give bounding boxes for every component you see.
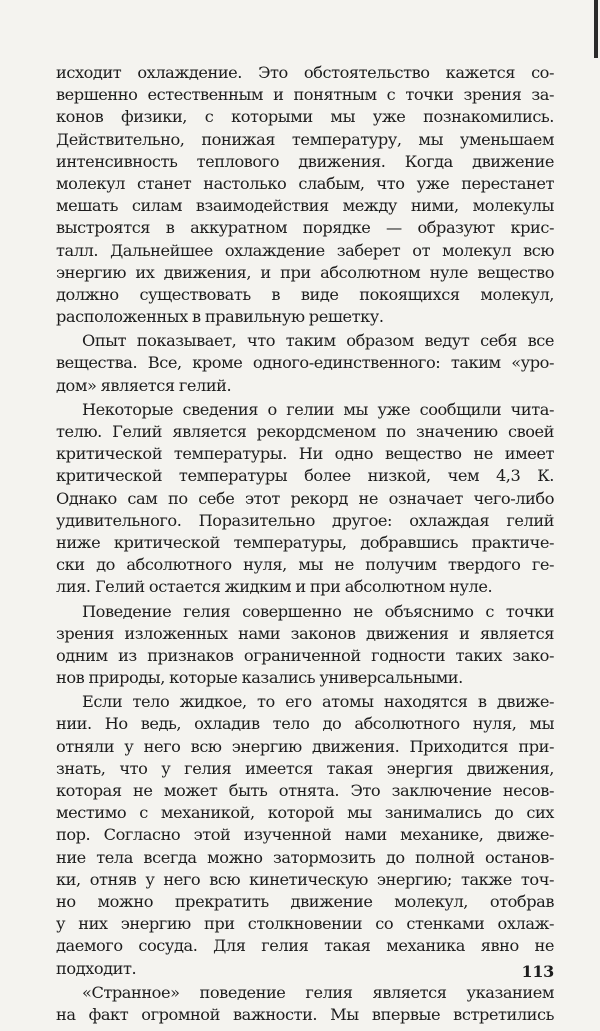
text-line: зрения изложенных нами законов движения и является [56, 623, 554, 643]
text-line: на факт огромной важности. Мы впервые встретились [56, 1004, 554, 1024]
text-line: исходит охлаждение. Это обстоятельство кажется со- [56, 63, 554, 82]
text-line: ски до абсолютного нуля, мы не получим твердого ге- [56, 555, 554, 575]
text-line: Опыт показывает, что таким образом ведут себя все [82, 331, 554, 351]
text-line: вещества. Все, кроме одного-единственного: таким «уро- [56, 353, 554, 373]
text-line: Если тело жидкое, то его атомы находятся в движе- [82, 692, 554, 712]
text-line: талл. Дальнейшее охлаждение заберет от молекул всю [56, 240, 554, 260]
text-line: конов физики, с которыми мы уже познакомились. [56, 107, 554, 127]
text-line: критической температуры более низкой, чем 4,3 К. [56, 466, 554, 486]
text-line: должно существовать в виде покоящихся молекул, [56, 284, 554, 304]
text-line: даемого сосуда. Для гелия такая механика явно не [56, 936, 554, 956]
text-line: одним из признаков ограниченной годности таких зако- [56, 645, 554, 665]
text-line: вершенно естественным и понятным с точки зрения за- [56, 85, 554, 105]
text-line: «Странное» поведение гелия является указанием [82, 982, 554, 1002]
text-line: пор. Согласно этой изученной нами механике, движе- [56, 825, 554, 845]
text-line: ки, отняв у него всю кинетическую энергию; также точ- [56, 869, 554, 889]
text-line: у них энергию при столкновении со стенками охлаж- [56, 914, 554, 934]
text-line: ниже критической температуры, добравшись практиче- [56, 532, 554, 552]
paragraph [56, 691, 554, 979]
text-line: Некоторые сведения о гелии мы уже сообщили чита- [82, 399, 554, 419]
text-line: отняли у него всю энергию движения. Приходится при- [56, 736, 554, 756]
paragraph [56, 399, 554, 599]
paragraph [56, 330, 554, 397]
paragraph [56, 62, 554, 328]
text-line: нов природы, которые казались универсальными. [56, 668, 463, 688]
text-line: критической температуры. Ни одно вещество не имеет [56, 444, 554, 464]
text-line: лия. Гелий остается жидким и при абсолютном нуле. [56, 577, 493, 597]
page-edge-mark [594, 0, 598, 58]
text-line: дом» является гелий. [56, 375, 232, 395]
text-line: мешать силам взаимодействия между ними, молекулы [56, 196, 554, 216]
text-line: энергию их движения, и при абсолютном нуле вещество [56, 262, 554, 282]
text-line: подходит. [56, 958, 137, 978]
text-line: Поведение гелия совершенно не объяснимо с точки [82, 601, 554, 621]
text-line: местимо с механикой, которой мы занимались до сих [56, 803, 554, 823]
text-line: которая не может быть отнята. Это заключение несов- [56, 781, 554, 800]
text-line: интенсивность теплового движения. Когда движение [56, 151, 554, 171]
text-line: выстроятся в аккуратном порядке — образуют крис- [56, 218, 554, 238]
text-line: но можно прекратить движение молекул, отобрав [56, 891, 554, 911]
text-line: Действительно, понижая температуру, мы уменьшаем [56, 129, 554, 149]
text-line: нии. Но ведь, охладив тело до абсолютного нуля, мы [56, 714, 554, 734]
page-number: 113 [521, 962, 554, 981]
paragraph [56, 601, 554, 690]
paragraph [56, 982, 554, 1026]
text-line: телю. Гелий является рекордсменом по значению своей [56, 422, 554, 441]
text-line: молекул станет настолько слабым, что уже перестанет [56, 173, 554, 193]
text-line: Однако сам по себе этот рекорд не означает чего-либо [56, 488, 554, 508]
text-line: знать, что у гелия имеется такая энергия движения, [56, 758, 554, 778]
text-line: ние тела всегда можно затормозить до полной останов- [56, 847, 554, 867]
text-line: удивительного. Поразительно другое: охлаждая гелий [56, 510, 554, 530]
book-page-text [56, 62, 554, 1028]
text-line: расположенных в правильную решетку. [56, 307, 384, 327]
